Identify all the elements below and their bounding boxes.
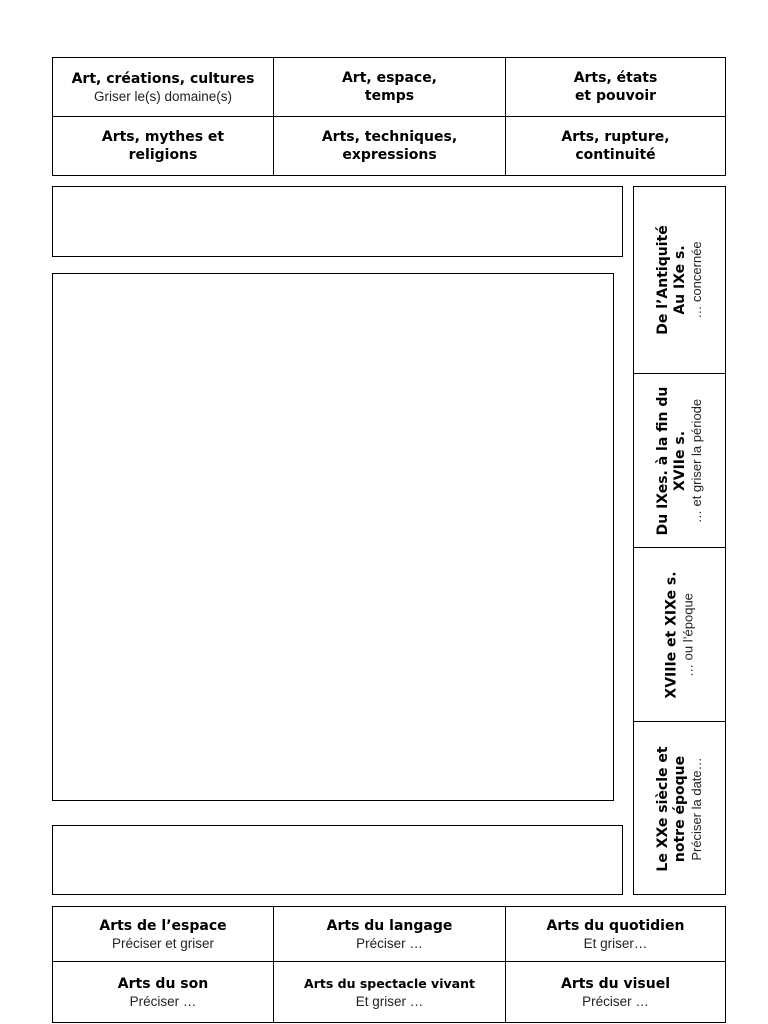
domain-cell-arts-espace bbox=[53, 907, 274, 962]
theme-title-line2: continuité bbox=[575, 147, 656, 163]
domain-title: Arts du langage bbox=[326, 917, 453, 934]
period-label-line2: XVIIe s. bbox=[671, 430, 688, 492]
domain-instruction: Et griser … bbox=[355, 993, 424, 1009]
period-note: … ou l’époque bbox=[680, 593, 695, 677]
title-box bbox=[52, 186, 623, 257]
domain-cell-arts-spectacle-vivant bbox=[274, 962, 506, 1022]
domain-title: Arts du son bbox=[117, 975, 209, 992]
period-note: … et griser la période bbox=[688, 398, 704, 524]
domain-title: Arts du spectacle vivant bbox=[304, 975, 475, 991]
period-xx-epoque bbox=[634, 721, 725, 895]
period-label: XVIIIe et XIXe s. bbox=[663, 571, 679, 699]
theme-title: Arts, mythes et bbox=[101, 129, 225, 145]
theme-title: Arts, techniques, bbox=[321, 129, 458, 145]
domain-cell-arts-son bbox=[53, 962, 274, 1022]
theme-title-line2: et pouvoir bbox=[574, 88, 657, 104]
period-note: … concernée bbox=[688, 241, 704, 319]
domain-instruction: Et griser… bbox=[583, 935, 648, 951]
theme-title-line2: temps bbox=[364, 88, 415, 104]
period-ix-xvii bbox=[634, 373, 725, 548]
theme-instruction: Griser le(s) domaine(s) bbox=[93, 88, 233, 104]
artwork-image-box bbox=[52, 273, 614, 801]
period-label: De l’Antiquité bbox=[654, 225, 671, 335]
theme-cell-arts-rupture-continuite bbox=[506, 117, 725, 175]
period-label-line2: notre époque bbox=[671, 755, 688, 862]
domain-title: Arts du visuel bbox=[560, 975, 671, 992]
theme-cell-arts-mythes-religions bbox=[53, 117, 274, 175]
period-xviii-xix bbox=[634, 547, 725, 722]
domain-instruction: Préciser … bbox=[129, 993, 197, 1009]
period-label: Du IXes. à la fin du bbox=[654, 386, 671, 536]
domain-cell-arts-visuel bbox=[506, 962, 725, 1022]
period-label-line2: Au IXe s. bbox=[671, 245, 688, 315]
theme-title: Art, espace, bbox=[341, 70, 438, 86]
art-domains-grid bbox=[52, 906, 726, 1023]
periods-column bbox=[633, 186, 726, 895]
domain-instruction: Préciser … bbox=[356, 935, 423, 951]
domain-title: Arts de l’espace bbox=[99, 917, 227, 934]
theme-title-line2: expressions bbox=[342, 147, 437, 163]
theme-title: Arts, états bbox=[573, 70, 658, 86]
themes-grid bbox=[52, 57, 726, 176]
theme-cell-art-creations-cultures bbox=[53, 58, 274, 117]
period-antiquite bbox=[634, 187, 725, 373]
theme-cell-arts-techniques-expressions bbox=[274, 117, 506, 175]
theme-title: Arts, rupture, bbox=[561, 129, 670, 145]
period-note: Préciser la date… bbox=[688, 756, 704, 861]
theme-title: Art, créations, cultures bbox=[71, 70, 255, 87]
caption-box bbox=[52, 825, 623, 895]
theme-cell-arts-etats-pouvoir bbox=[506, 58, 725, 117]
domain-cell-arts-langage bbox=[274, 907, 506, 962]
domain-instruction: Préciser et griser bbox=[111, 935, 215, 951]
period-label: Le XXe siècle et bbox=[654, 745, 671, 872]
theme-title-line2: religions bbox=[128, 147, 198, 163]
domain-title: Arts du quotidien bbox=[546, 917, 685, 934]
theme-cell-art-espace-temps bbox=[274, 58, 506, 117]
domain-cell-arts-quotidien bbox=[506, 907, 725, 962]
domain-instruction: Préciser … bbox=[582, 993, 649, 1009]
